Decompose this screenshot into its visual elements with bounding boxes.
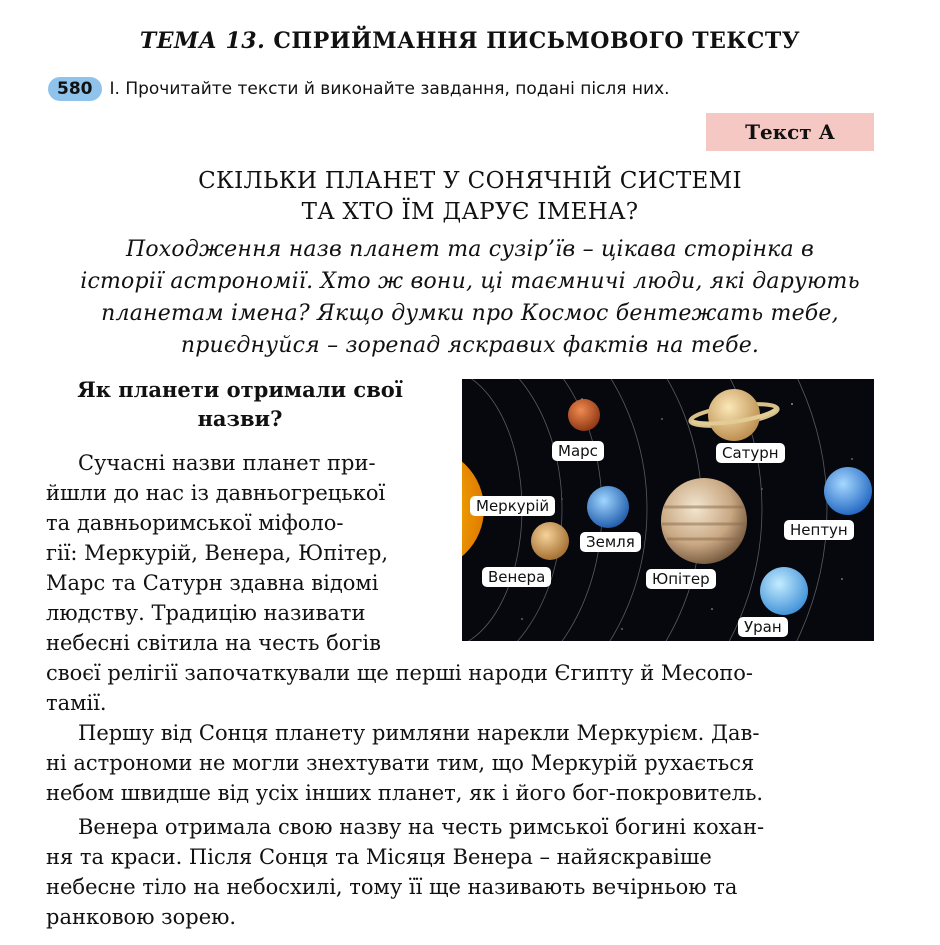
text-line: своєї релігії започаткували ще перші народи Єгипту й Месопо-	[46, 661, 753, 685]
intro-line: планетам імена? Якщо думки про Космос бентежать тебе,	[101, 301, 839, 326]
neptune-planet	[824, 467, 872, 515]
label-venus: Венера	[482, 567, 551, 587]
text-line: Першу від Сонця планету римляни нарекли Меркурієм. Дав-	[78, 721, 760, 745]
task-line	[48, 74, 670, 104]
label-mercury: Меркурій	[470, 496, 555, 516]
intro-line: історії астрономії. Хто ж вони, ці таємничі люди, які дарують	[80, 269, 860, 294]
label-saturn: Сатурн	[716, 443, 785, 463]
label-neptune: Нептун	[784, 520, 854, 540]
text-label: Текст А	[706, 113, 874, 151]
text-line: Сучасні назви планет при-	[78, 451, 376, 475]
label-earth: Земля	[580, 532, 641, 552]
text-line: небесне тіло на небосхилі, тому її ще називають вечірньою та	[46, 875, 738, 899]
subheading-line: назви?	[197, 406, 283, 431]
subheading-line: Як планети отримали свої	[77, 377, 403, 402]
article-title-line: ТА ХТО ЇМ ДАРУЄ ІМЕНА?	[301, 199, 639, 225]
paragraph-1-left	[46, 448, 438, 658]
topic-title: СПРИЙМАННЯ ПИСЬМОВОГО ТЕКСТУ	[273, 28, 801, 54]
venus-planet	[531, 522, 569, 560]
paragraph-3	[46, 812, 874, 932]
solar-system-image	[462, 379, 874, 641]
topic-heading	[0, 28, 940, 54]
text-line: небесні світила на честь богів	[46, 631, 381, 655]
label-uranus: Уран	[738, 617, 788, 637]
text-line: Венера отримала свою назву на честь римської богині кохан-	[78, 815, 765, 839]
text-line: тамії.	[46, 691, 107, 715]
intro-line: Походження назв планет та сузір’їв – цікава сторінка в	[125, 237, 815, 262]
text-line: небом швидше від усіх інших планет, як і його бог-покровитель.	[46, 781, 764, 805]
text-line: Марс та Сатурн здавна відомі	[46, 571, 379, 595]
jupiter-planet	[661, 478, 747, 564]
earth-planet	[587, 486, 629, 528]
saturn-planet	[689, 389, 779, 441]
uranus-planet	[760, 567, 808, 615]
text-line: та давньоримської міфоло-	[46, 511, 344, 535]
mars-planet	[568, 399, 600, 431]
intro-line: приєднуйся – зорепад яскравих фактів на тебе.	[180, 333, 760, 358]
task-number-badge: 580	[48, 77, 102, 101]
text-line: йшли до нас із давньогрецької	[46, 481, 386, 505]
label-mars: Марс	[552, 441, 604, 461]
article-title	[0, 166, 940, 228]
text-line: ранковою зорею.	[46, 905, 237, 929]
task-instruction: І. Прочитайте тексти й виконайте завдання, подані після них.	[109, 79, 670, 99]
text-line: ні астрономи не могли знехтувати тим, що Меркурій рухається	[46, 751, 755, 775]
text-line: гії: Меркурій, Венера, Юпітер,	[46, 541, 389, 565]
article-intro	[40, 234, 900, 362]
topic-label: ТЕМА 13.	[139, 28, 266, 54]
text-line: людству. Традицію називати	[46, 601, 366, 625]
text-line: ня та краси. Після Сонця та Місяця Венера – найяскравіше	[46, 845, 712, 869]
label-jupiter: Юпітер	[646, 569, 716, 589]
paragraph-1-continued	[46, 658, 874, 718]
section-subheading	[50, 375, 430, 433]
paragraph-2	[46, 718, 874, 808]
article-title-line: СКІЛЬКИ ПЛАНЕТ У СОНЯЧНІЙ СИСТЕМІ	[198, 168, 742, 194]
